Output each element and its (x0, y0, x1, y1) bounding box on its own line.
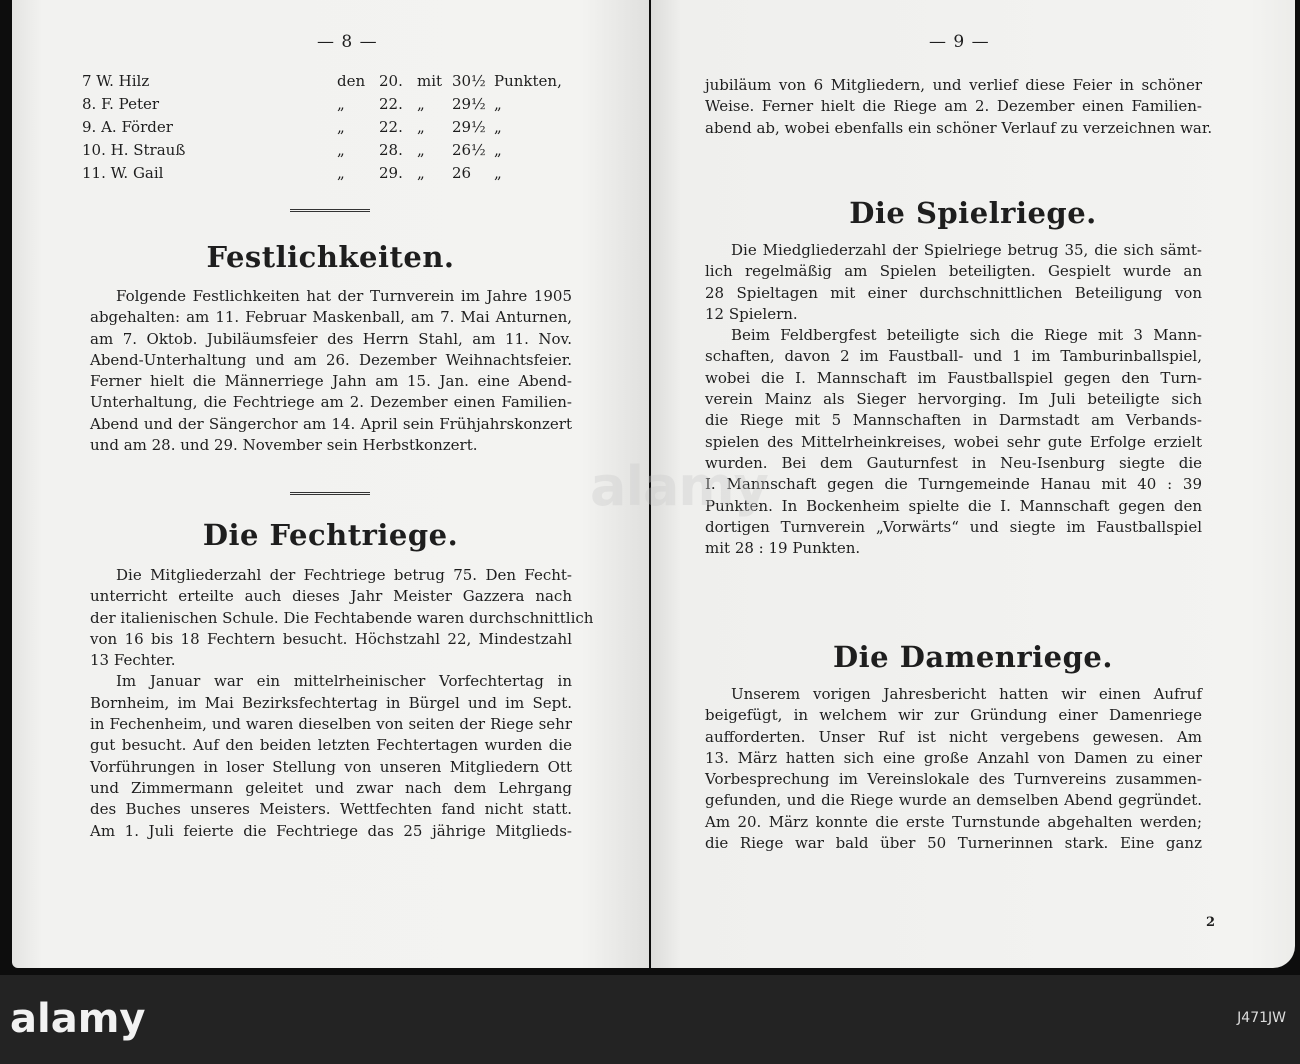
festlichkeiten-heading: Festlichkeiten. (206, 240, 455, 274)
fechtriege-paragraph (90, 565, 594, 842)
damenriege-heading: Die Damenriege. (833, 640, 1113, 674)
result-row (82, 72, 562, 95)
result-points: 26 (452, 164, 472, 182)
text-line: jubiläum von 6 Mitgliedern, und verlief diese Feier in schöner (705, 76, 1202, 94)
text-line: Beim Feldbergfest beteiligte sich die Riege mit 3 Mann- (731, 326, 1202, 345)
continued-paragraph (705, 75, 1213, 139)
text-line: aufforderten. Unser Ruf ist nicht vergebens gewesen. Am (705, 727, 1202, 746)
spielriege-paragraph (705, 240, 1202, 559)
result-mit: „ (417, 164, 425, 182)
text-line: Im Januar war ein mittelrheinischer Vorfechtertag in (116, 672, 572, 691)
result-mit: „ (417, 95, 425, 113)
text-line: Die Mitgliederzahl der Fechtriege betrug 75. Den Fecht- (116, 566, 572, 584)
text-line: dortigen Turnverein „Vorwärts“ und siegte im Faustballspiel (705, 517, 1202, 536)
text-line: abgehalten: am 11. Februar Maskenball, am 7. Mai Anturnen, (90, 308, 572, 327)
text-line: verein Mainz als Sieger hervorging. Im Juli beteiligte sich (705, 390, 1202, 409)
text-line: Am 1. Juli feierte die Fechtriege das 25 jährige Mitglieds- (90, 821, 572, 840)
result-den: den (337, 72, 366, 90)
result-row (82, 118, 552, 141)
text-line: gut besucht. Auf den beiden letzten Fechtertagen wurden die (90, 736, 572, 755)
result-mit: „ (417, 118, 425, 136)
text-line: Die Miedgliederzahl der Spielriege betrug 35, die sich sämt- (731, 241, 1202, 259)
section-divider (290, 209, 370, 212)
text-line: Unterhaltung, die Fechtriege am 2. Dezember einen Familien- (90, 393, 572, 412)
text-line: und Zimmermann geleitet und zwar nach dem Lehrgang (90, 778, 572, 797)
damenriege-heading-wrap (703, 640, 1243, 680)
result-den: „ (337, 141, 345, 159)
text-line: gefunden, und die Riege wurde an demselben Abend gegründet. (705, 791, 1202, 810)
text-line: Vorführungen in loser Stellung von unseren Mitgliedern Ott (90, 757, 572, 776)
result-name: 9. A. Förder (82, 118, 173, 136)
damenriege-paragraph (705, 684, 1202, 854)
festlichkeiten-heading-wrap (67, 240, 594, 280)
fechtriege-heading: Die Fechtriege. (202, 518, 459, 552)
result-day: 22. (379, 95, 403, 113)
text-line: Bornheim, im Mai Bezirksfechtertag in Bürgel und im Sept. (90, 693, 572, 712)
text-line: wurden. Bei dem Gauturnfest in Neu-Isenburg siegte die (705, 453, 1202, 472)
spielriege-heading-wrap (703, 196, 1243, 236)
result-row (82, 141, 552, 164)
text-line: I. Mannschaft gegen die Turngemeinde Hanau mit 40 : 39 (705, 475, 1202, 494)
fechtriege-heading-wrap (67, 518, 594, 558)
text-line: von 16 bis 18 Fechtern besucht. Höchstzahl 22, Mindestzahl (90, 629, 572, 648)
text-line: beigefügt, in welchem wir zur Gründung einer Damenriege (705, 706, 1202, 725)
text-line: der italienischen Schule. Die Fechtabende waren durchschnittlich (90, 608, 594, 627)
result-den: „ (337, 118, 345, 136)
section-divider (290, 492, 370, 495)
text-line: schaften, davon 2 im Faustball- und 1 im Tamburinballspiel, (705, 347, 1202, 366)
text-line: Ferner hielt die Männerriege Jahn am 15. Jan. eine Abend- (90, 372, 572, 391)
text-line: mit 28 : 19 Punkten. (705, 539, 861, 558)
watermark-text: alamy (590, 455, 768, 518)
printer-signature: 2 (1205, 915, 1215, 930)
result-points: 26½ (452, 141, 486, 159)
page-number-right: — 9 — (929, 32, 990, 52)
page-number-left: — 8 — (317, 32, 378, 52)
text-line: unterricht erteilte auch dieses Jahr Meister Gazzera nach (90, 587, 572, 606)
text-line: Vorbesprechung im Vereinslokale des Turnvereins zusammen- (705, 770, 1202, 789)
result-unit: „ (494, 141, 502, 159)
text-line: 28 Spieltagen mit einer durchschnittlichen Beteiligung von (705, 283, 1202, 302)
image-code: J471JW (1237, 1010, 1286, 1026)
result-mit: „ (417, 141, 425, 159)
text-line: Abend-Unterhaltung und am 26. Dezember Weihnachtsfeier. (90, 350, 572, 369)
result-unit: Punkten, (494, 72, 562, 90)
result-points: 29½ (452, 95, 486, 113)
text-line: wobei die I. Mannschaft im Faustballspiel gegen den Turn- (705, 368, 1202, 387)
result-name: 10. H. Strauß (82, 141, 186, 159)
text-line: 12 Spielern. (705, 304, 798, 323)
text-line: 13 Fechter. (90, 651, 176, 670)
text-line: Folgende Festlichkeiten hat der Turnverein im Jahre 1905 (116, 287, 572, 305)
stock-logo: alamy (10, 996, 146, 1042)
festlichkeiten-paragraph (90, 286, 572, 456)
left-page (12, 0, 649, 968)
result-name: 11. W. Gail (82, 164, 164, 182)
result-unit: „ (494, 95, 502, 113)
result-unit: „ (494, 118, 502, 136)
result-unit: „ (494, 164, 502, 182)
results-list (82, 72, 562, 187)
result-den: „ (337, 95, 345, 113)
result-day: 22. (379, 118, 403, 136)
text-line: lich regelmäßig am Spielen beteiligten. Gespielt wurde an (705, 262, 1202, 281)
result-points: 30½ (452, 72, 486, 90)
text-line: in Fechenheim, und waren dieselben von seiten der Riege sehr (90, 715, 572, 734)
text-line: abend ab, wobei ebenfalls ein schöner Verlauf zu verzeichnen war. (705, 118, 1213, 137)
text-line: Weise. Ferner hielt die Riege am 2. Dezember einen Familien- (705, 97, 1202, 116)
text-line: 13. März hatten sich eine große Anzahl von Damen zu einer (705, 748, 1202, 767)
spielriege-heading: Die Spielriege. (849, 196, 1097, 230)
result-day: 20. (379, 72, 403, 90)
result-day: 29. (379, 164, 403, 182)
result-name: 7 W. Hilz (82, 72, 150, 90)
result-mit: mit (417, 72, 443, 90)
result-name: 8. F. Peter (82, 95, 160, 113)
result-day: 28. (379, 141, 403, 159)
result-row (82, 164, 552, 187)
text-line: die Riege war bald über 50 Turnerinnen stark. Eine ganz (705, 834, 1202, 853)
result-points: 29½ (452, 118, 486, 136)
text-line: Am 20. März konnte die erste Turnstunde abgehalten werden; (705, 812, 1202, 831)
text-line: die Riege mit 5 Mannschaften in Darmstadt am Verbands- (705, 411, 1202, 430)
text-line: spielen des Mittelrheinkreises, wobei sehr gute Erfolge erzielt (705, 432, 1202, 451)
text-line: Punkten. In Bockenheim spielte die I. Mannschaft gegen den (705, 496, 1202, 515)
text-line: Unserem vorigen Jahresbericht hatten wir einen Aufruf (731, 685, 1202, 703)
stock-footer-bar (0, 975, 1300, 1064)
text-line: und am 28. und 29. November sein Herbstkonzert. (90, 436, 478, 455)
result-row (82, 95, 552, 118)
text-line: des Buches unseres Meisters. Wettfechten fand nicht statt. (90, 800, 572, 819)
result-den: „ (337, 164, 345, 182)
text-line: am 7. Oktob. Jubiläumsfeier des Herrn Stahl, am 11. Nov. (90, 329, 572, 348)
text-line: Abend und der Sängerchor am 14. April sein Frühjahrskonzert (90, 414, 572, 433)
